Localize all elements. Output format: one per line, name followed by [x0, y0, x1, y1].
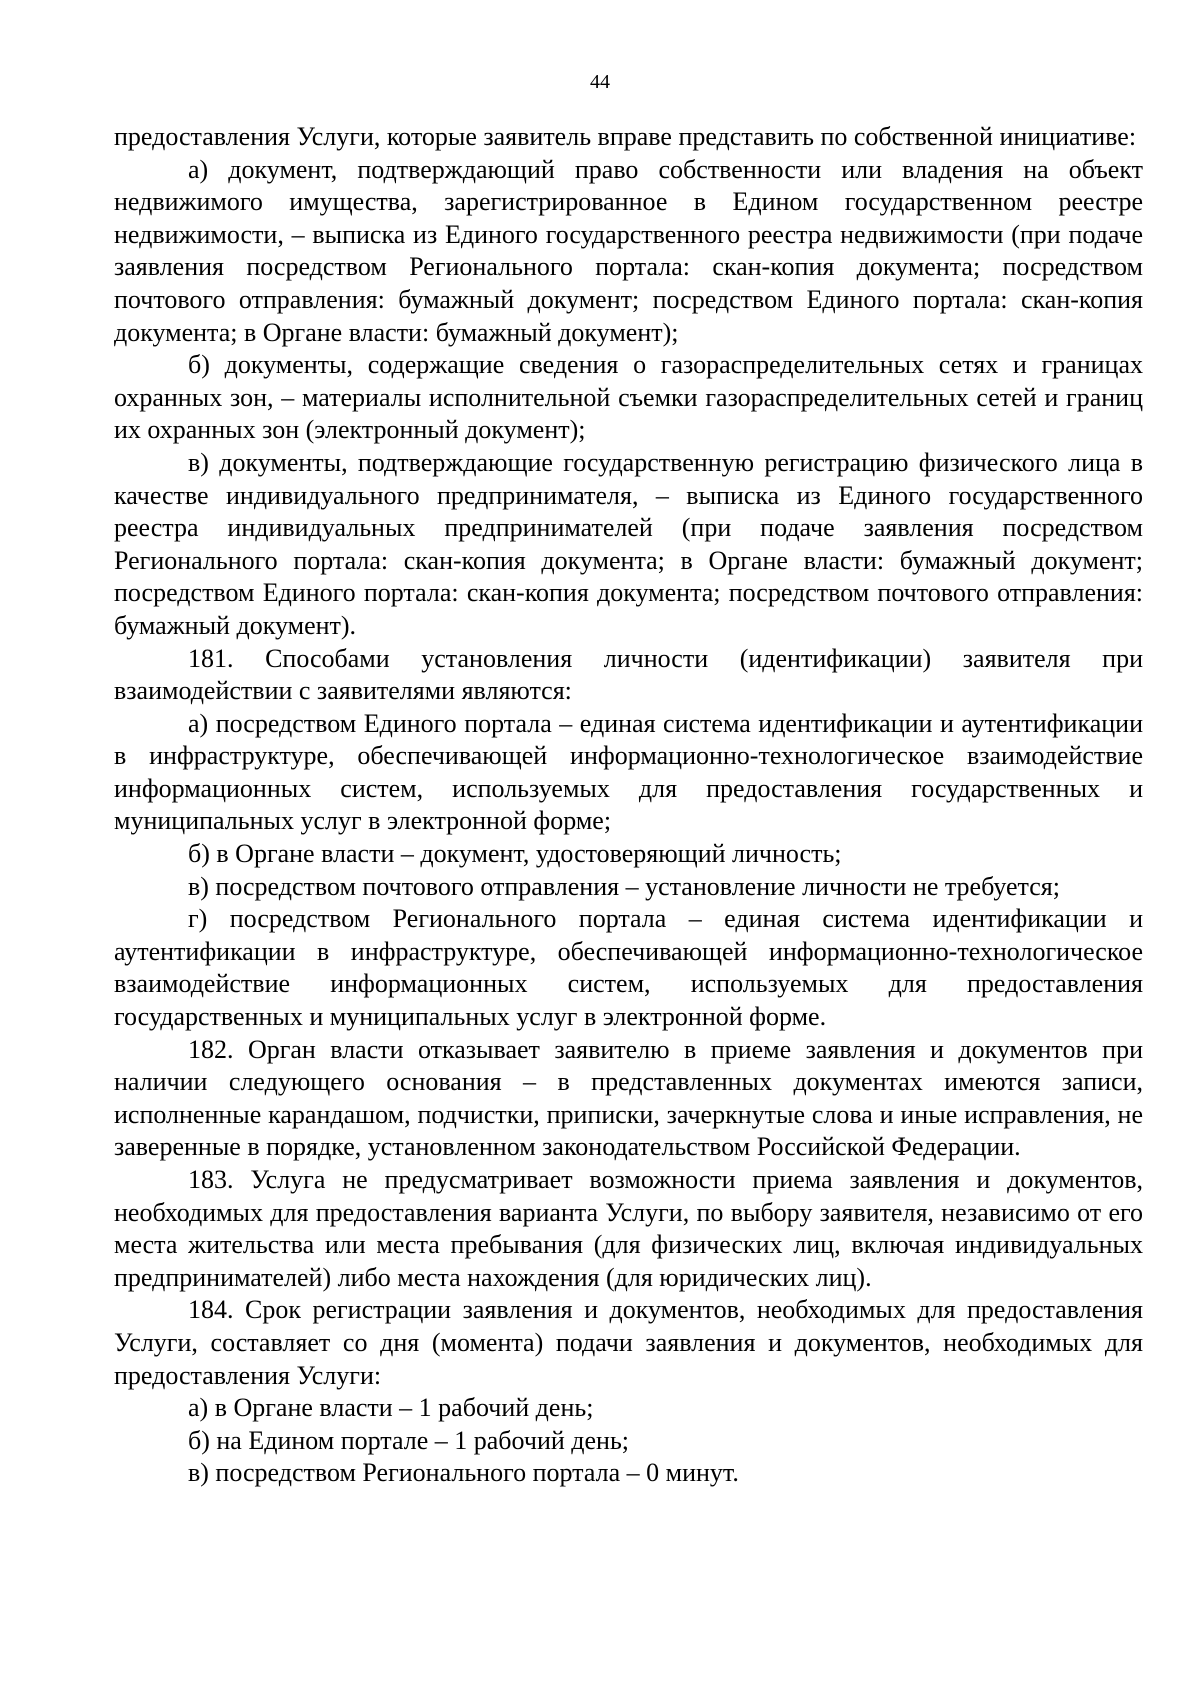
paragraph-181-item-g: г) посредством Регионального портала – единая система идентификации и аутентификации в инфраструктуре, обеспечивающей информационно-технологическое взаимодействие информационных систем, используемых для предоставления государственных и муниципальных услуг в электронной форме. [114, 904, 1143, 1032]
paragraph-item-b-gas-networks: б) документы, содержащие сведения о газораспределительных сетях и границах охранных зон, – материалы исполнительной съемки газораспределительных сетей и границ их охранных зон (электронный документ); [114, 350, 1143, 445]
paragraph-181-item-a: а) посредством Единого портала – единая система идентификации и аутентификации в инфраструктуре, обеспечивающей информационно-технологическое взаимодействие информационных систем, используемых для предоставления государственных и муниципальных услуг в электронной форме; [114, 708, 1143, 836]
paragraph-181-item-b: б) в Органе власти – документ, удостоверяющий личность; [188, 839, 842, 869]
paragraph-continuation: предоставления Услуги, которые заявитель вправе представить по собственной инициативе: [114, 122, 1137, 151]
paragraph-184-item-a: а) в Органе власти – 1 рабочий день; [188, 1393, 594, 1423]
page-number: 44 [590, 71, 610, 93]
paragraph-184-registration-term: 184. Срок регистрации заявления и документов, необходимых для предоставления Услуги, составляет со дня (момента) подачи заявления и документов, необходимых для предоставления Услуги: [114, 1295, 1143, 1390]
paragraph-item-a-ownership-document: а) документ, подтверждающий право собственности или владения на объект недвижимого имущества, зарегистрированное в Едином государственном реестре недвижимости, – выписка из Единого государственного реестра недвижимости (при подаче заявления посредством Регионального портала: скан-копия документа; посредством почтового отправления: бумажный документ; посредством Единого портала: скан-копия документа; в Органе власти: бумажный документ); [114, 154, 1143, 347]
paragraph-item-v-entrepreneur-registration: в) документы, подтверждающие государственную регистрацию физического лица в качестве индивидуального предпринимателя, – выписка из Единого государственного реестра индивидуальных предпринимателей (при подаче заявления посредством Регионального портала: скан-копия документа; в Органе власти: бумажный документ; посредством Единого портала: скан-копия документа; посредством почтового отправления: бумажный документ). [114, 447, 1143, 640]
paragraph-184-item-v: в) посредством Регионального портала – 0 минут. [188, 1458, 739, 1488]
paragraph-182-refusal-grounds: 182. Орган власти отказывает заявителю в приеме заявления и документов при наличии следующего основания – в представленных документах имеются записи, исполненные карандашом, подчистки, приписки, зачеркнутые слова и иные исправления, не заверенные в порядке, установленном законодательством Российской Федерации. [114, 1034, 1143, 1162]
paragraph-181-item-v: в) посредством почтового отправления – установление личности не требуется; [188, 871, 1060, 901]
paragraph-183-extraterritorial: 183. Услуга не предусматривает возможности приема заявления и документов, необходимых для предоставления варианта Услуги, по выбору заявителя, независимо от его места жительства или места пребывания (для физических лиц, включая индивидуальных предпринимателей) либо места нахождения (для юридических лиц). [114, 1165, 1143, 1292]
paragraph-181-identification-methods: 181. Способами установления личности (идентификации) заявителя при взаимодействии с заявителями являются: [114, 643, 1143, 706]
document-body [114, 121, 1143, 1490]
paragraph-184-item-b: б) на Едином портале – 1 рабочий день; [188, 1425, 630, 1455]
